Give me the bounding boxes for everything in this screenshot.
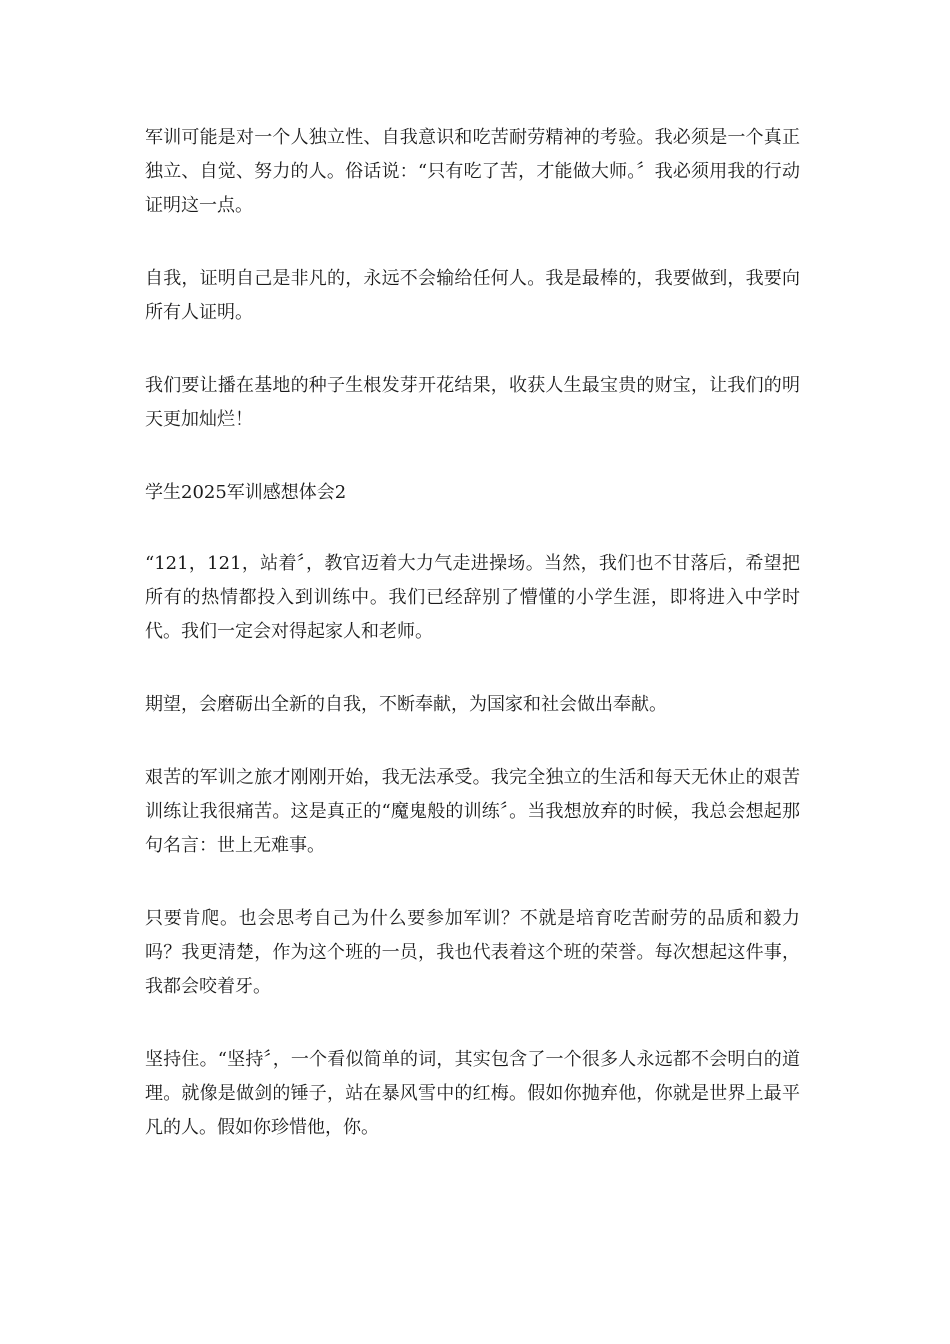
paragraph: “121，121，站着〞，教官迈着大力气走进操场。当然，我们也不甘落后，希望把所有的热情都投入到训练中。我们已经辞别了懵懂的小学生涯，即将进入中学时代。我们一定会对得起家人和老师。 (145, 553, 800, 642)
paragraph: 我们要让播在基地的种子生根发芽开花结果，收获人生最宝贵的财宝，让我们的明天更加灿烂！ (145, 375, 800, 430)
paragraph: 艰苦的军训之旅才刚刚开始，我无法承受。我完全独立的生活和每天无休止的艰苦训练让我很痛苦。这是真正的“魔鬼般的训练〞。当我想放弃的时候，我总会想起那句名言：世上无难事。 (145, 767, 800, 856)
paragraph: 期望，会磨砺出全新的自我，不断奉献，为国家和社会做出奉献。 (145, 694, 667, 715)
paragraph: 只要肯爬。也会思考自己为什么要参加军训？不就是培育吃苦耐劳的品质和毅力吗？我更清楚，作为这个班的一员，我也代表着这个班的荣誉。每次想起这件事，我都会咬着牙。 (145, 908, 800, 997)
document-body (145, 121, 800, 1184)
paragraph: 坚持住。“坚持〞，一个看似简单的词，其实包含了一个很多人永远都不会明白的道理。就像是做剑的锤子，站在暴风雪中的红梅。假如你抛弃他，你就是世界上最平凡的人。假如你珍惜他，你。 (145, 1049, 800, 1138)
paragraph: 军训可能是对一个人独立性、自我意识和吃苦耐劳精神的考验。我必须是一个真正独立、自觉、努力的人。俗话说：“只有吃了苦，才能做大师。〞我必须用我的行动证明这一点。 (145, 127, 800, 216)
section-heading: 学生2025军训感想体会2 (145, 482, 347, 503)
paragraph: 自我，证明自己是非凡的，永远不会输给任何人。我是最棒的，我要做到，我要向所有人证明。 (145, 268, 800, 323)
